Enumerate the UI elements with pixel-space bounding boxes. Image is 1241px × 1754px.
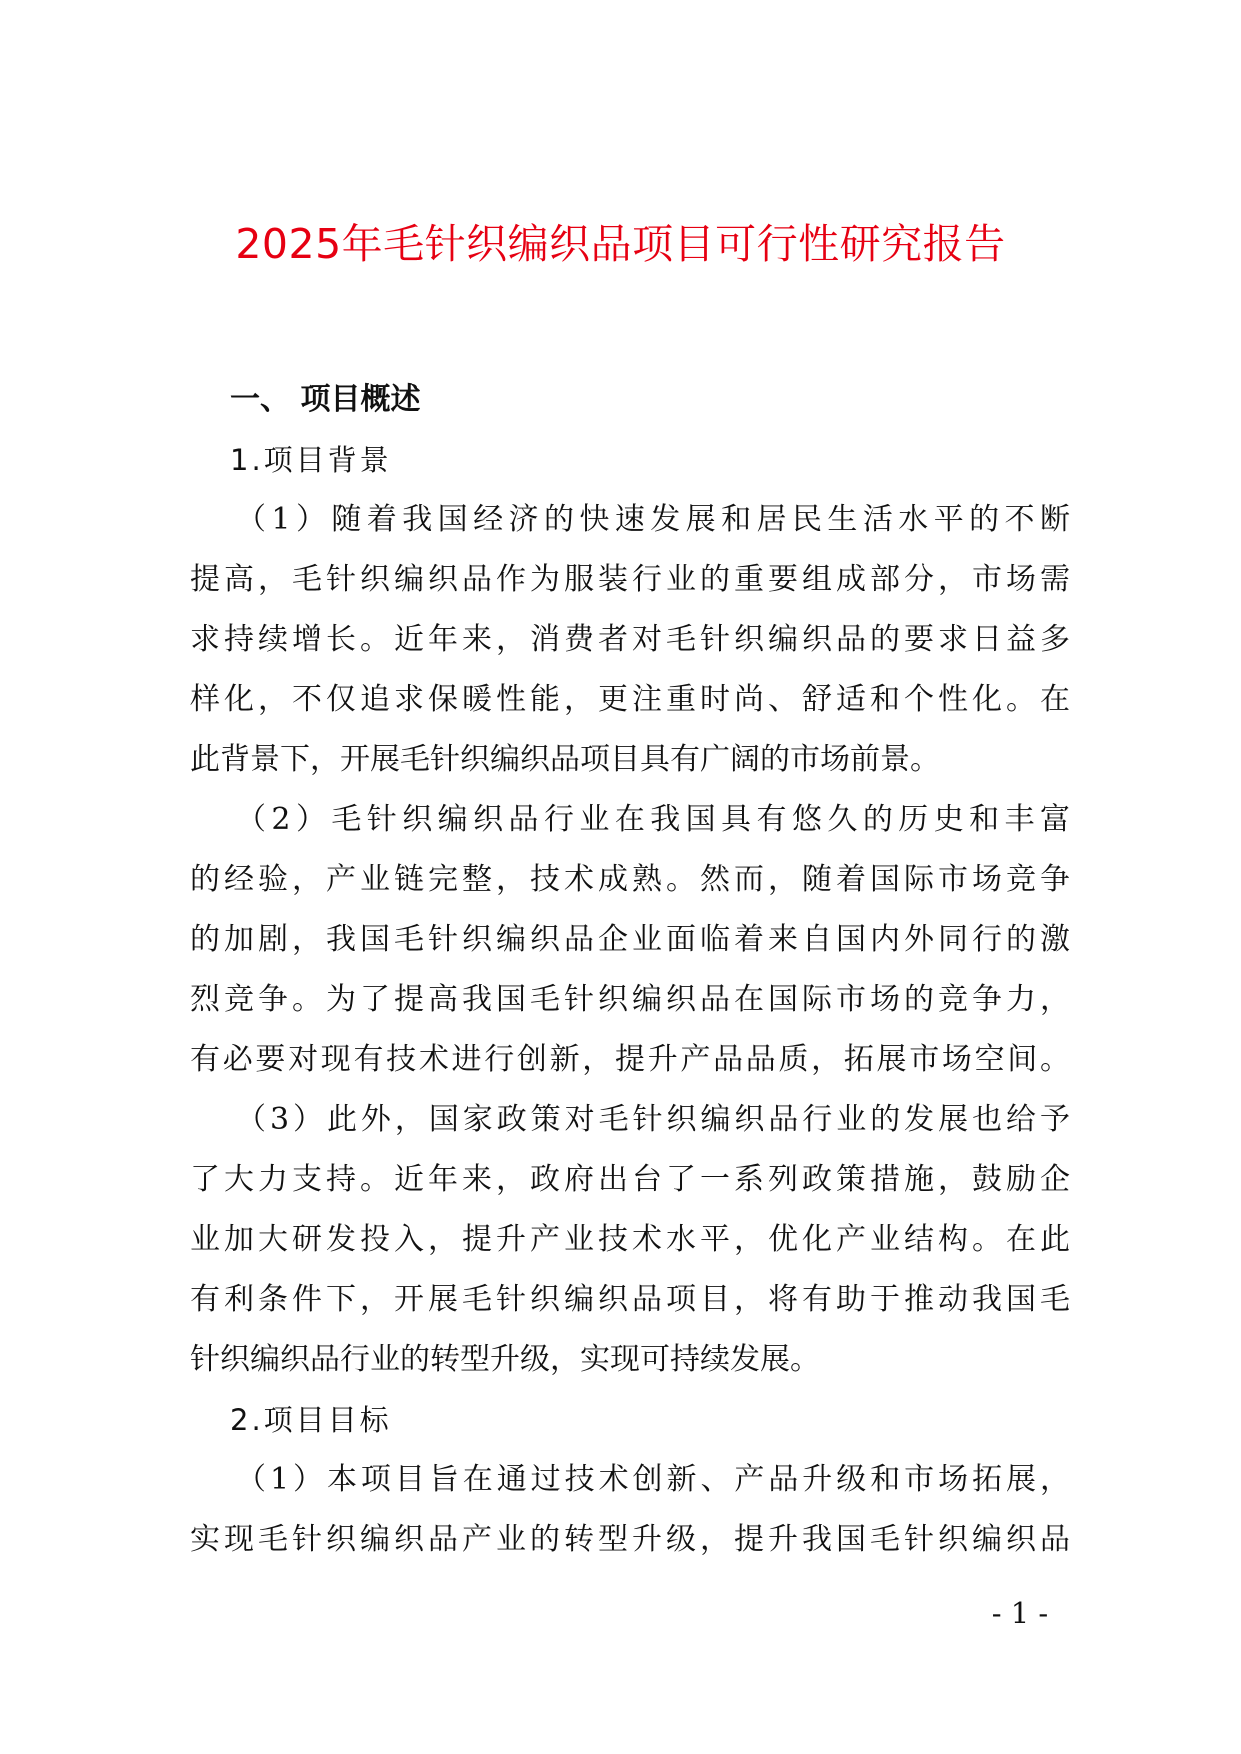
paragraph-line: 的经验，产业链完整，技术成熟。然而，随着国际市场竞争 [190, 862, 1070, 897]
paragraph-line: 了大力支持。近年来，政府出台了一系列政策措施，鼓励企 [190, 1162, 1070, 1197]
paragraph-line: 有利条件下，开展毛针织编织品项目，将有助于推动我国毛 [190, 1282, 1070, 1317]
paragraph-line: 提高，毛针织编织品作为服装行业的重要组成部分，市场需 [190, 562, 1070, 597]
paragraph-line: 的加剧，我国毛针织编织品企业面临着来自国内外同行的激 [190, 922, 1070, 957]
paragraph-line: 此背景下，开展毛针织编织品项目具有广阔的市场前景。 [190, 742, 940, 777]
paragraph-line: 有必要对现有技术进行创新，提升产品品质，拓展市场空间。 [190, 1042, 1070, 1077]
paragraph-line: （3）此外，国家政策对毛针织编织品行业的发展也给予 [236, 1102, 1070, 1137]
paragraph-line: 针织编织品行业的转型升级，实现可持续发展。 [190, 1342, 820, 1377]
paragraph-line: （2）毛针织编织品行业在我国具有悠久的历史和丰富 [236, 802, 1070, 837]
subsection-heading-background: 1.项目背景 [230, 443, 392, 477]
paragraph-line: 烈竞争。为了提高我国毛针织编织品在国际市场的竞争力， [190, 982, 1070, 1017]
paragraph-line: 求持续增长。近年来，消费者对毛针织编织品的要求日益多 [190, 622, 1070, 657]
subsection-heading-goals: 2.项目目标 [230, 1403, 392, 1437]
paragraph-line: （1）随着我国经济的快速发展和居民生活水平的不断 [236, 502, 1070, 537]
page-number: - 1 - [991, 1596, 1049, 1630]
paragraph-line: 业加大研发投入，提升产业技术水平，优化产业结构。在此 [190, 1222, 1070, 1257]
paragraph-line: 实现毛针织编织品产业的转型升级，提升我国毛针织编织品 [190, 1522, 1070, 1557]
paragraph-line: 样化，不仅追求保暖性能，更注重时尚、舒适和个性化。在 [190, 682, 1070, 717]
section-heading: 一、 项目概述 [230, 382, 421, 417]
document-title: 2025年毛针织编织品项目可行性研究报告 [235, 220, 1006, 268]
paragraph-line: （1）本项目旨在通过技术创新、产品升级和市场拓展， [236, 1462, 1070, 1497]
